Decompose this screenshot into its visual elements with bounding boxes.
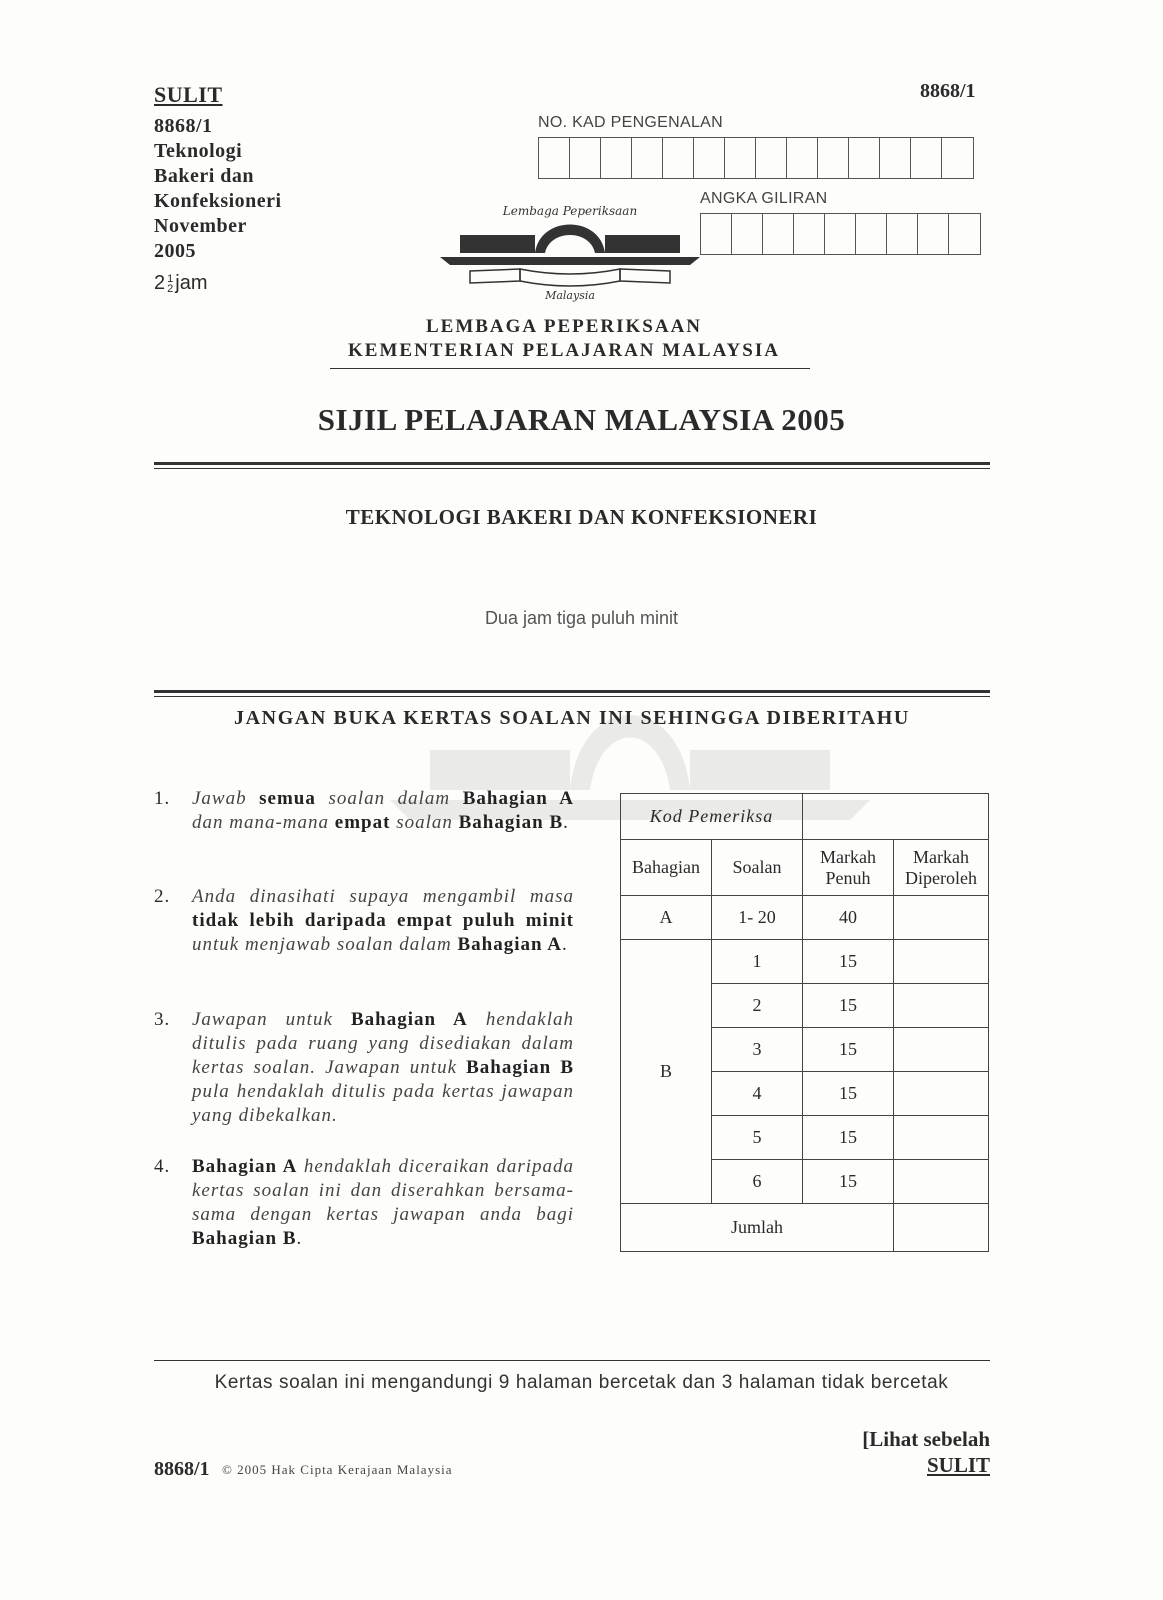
- board-line-2: KEMENTERIAN PELAJARAN MALAYSIA: [348, 340, 780, 361]
- exam-month: November: [154, 215, 247, 237]
- question-cell: 1: [712, 940, 803, 984]
- full-marks-cell: 15: [803, 1072, 894, 1116]
- full-marks-cell: 15: [803, 1116, 894, 1160]
- header-soalan: Soalan: [712, 840, 803, 896]
- instruction-number: 1.: [154, 788, 171, 809]
- table-total-row: [621, 1204, 989, 1252]
- obtained-marks-cell[interactable]: [894, 896, 989, 940]
- total-marks-cell[interactable]: [894, 1204, 989, 1252]
- question-cell: 4: [712, 1072, 803, 1116]
- table-row: [621, 794, 989, 840]
- instruction-4: 4. Bahagian A hendaklah diceraikan daripada kertas soalan ini dan diserahkan bersama-sama dengan kertas jawapan anda bagi Bahagian B.: [154, 1156, 575, 1249]
- index-number-boxes[interactable]: [700, 213, 981, 255]
- ic-number-boxes[interactable]: [538, 137, 974, 179]
- duration-unit: jam: [175, 272, 208, 294]
- copyright-notice: © 2005 Hak Cipta Kerajaan Malaysia: [222, 1462, 453, 1477]
- exam-board-name: [324, 315, 804, 363]
- full-marks-cell: 15: [803, 1160, 894, 1204]
- question-cell: 3: [712, 1028, 803, 1072]
- fraction-numerator: 1: [167, 272, 174, 285]
- obtained-marks-cell[interactable]: [894, 1028, 989, 1072]
- question-cell: 1- 20: [712, 896, 803, 940]
- classification-label-top: SULIT: [154, 82, 223, 107]
- paper-code: 8868/1: [154, 115, 213, 137]
- paper-meta: [154, 114, 282, 264]
- section-b-cell: B: [621, 940, 712, 1204]
- full-marks-cell: 15: [803, 940, 894, 984]
- header-markah-penuh: Markah Penuh: [803, 840, 894, 896]
- footer-paper-code: 8868/1: [154, 1458, 210, 1480]
- duration-fraction: [167, 274, 173, 294]
- table-row: [621, 940, 989, 984]
- see-over-label: [Lihat sebelah: [862, 1427, 990, 1451]
- obtained-marks-cell[interactable]: [894, 984, 989, 1028]
- question-cell: 2: [712, 984, 803, 1028]
- board-divider: [330, 368, 810, 369]
- title-divider: [154, 462, 990, 469]
- instruction-1: 1. Jawab semua soalan dalam Bahagian A dan mana-mana empat soalan Bahagian B.: [154, 788, 575, 833]
- warning-text: JANGAN BUKA KERTAS SOALAN INI SEHINGGA DIBERITAHU: [234, 707, 910, 729]
- subject-line-2: Bakeri dan: [154, 165, 255, 187]
- instruction-2: 2. Anda dinasihati supaya mengambil masa tidak lebih daripada empat puluh minit untuk menjawab soalan dalam Bahagian A.: [154, 886, 574, 955]
- classification-label-bottom: SULIT: [926, 1453, 990, 1477]
- table-header-row: [621, 840, 989, 896]
- paper-code-right: 8868/1: [920, 80, 976, 102]
- logo-bottom-script: Malaysia: [545, 289, 595, 302]
- instruction-number: 3.: [154, 1009, 171, 1030]
- total-label: Jumlah: [621, 1204, 894, 1252]
- obtained-marks-cell[interactable]: [894, 940, 989, 984]
- header-markah-diperoleh: Markah Diperoleh: [894, 840, 989, 896]
- table-row: [621, 896, 989, 940]
- obtained-marks-cell[interactable]: [894, 1072, 989, 1116]
- warning-divider: [154, 690, 990, 697]
- subject-title: TEKNOLOGI BAKERI DAN KONFEKSIONERI: [345, 505, 818, 529]
- question-cell: 5: [712, 1116, 803, 1160]
- board-line-1: LEMBAGA PEPERIKSAAN: [425, 316, 703, 337]
- fraction-denominator: 2: [167, 282, 174, 295]
- instruction-3: 3. Jawapan untuk Bahagian A hendaklah ditulis pada ruang yang disediakan dalam kertas soalan. Jawapan untuk Bahagian B pula hendaklah ditulis pada kertas jawapan yang dibekalkan.: [154, 1009, 574, 1126]
- instruction-number: 2.: [154, 886, 171, 907]
- footer-divider: [154, 1360, 990, 1361]
- exam-year: 2005: [154, 240, 196, 262]
- examiner-code-field[interactable]: [803, 794, 989, 840]
- duration-whole: 2: [154, 272, 166, 294]
- question-cell: 6: [712, 1160, 803, 1204]
- header-bahagian: Bahagian: [621, 840, 712, 896]
- marks-table: [620, 793, 989, 1252]
- examiner-code-label: Kod Pemeriksa: [621, 794, 803, 840]
- obtained-marks-cell[interactable]: [894, 1116, 989, 1160]
- duration-words: Dua jam tiga puluh minit: [484, 608, 679, 628]
- full-marks-cell: 15: [803, 1028, 894, 1072]
- instruction-number: 4.: [154, 1156, 171, 1177]
- subject-line-1: Teknologi: [154, 140, 243, 162]
- subject-line-3: Konfeksioneri: [154, 190, 282, 212]
- section-a-cell: A: [621, 896, 712, 940]
- exam-board-logo: [440, 195, 700, 305]
- index-number-label: ANGKA GILIRAN: [700, 190, 828, 207]
- exam-title: SIJIL PELAJARAN MALAYSIA 2005: [317, 402, 846, 437]
- ic-number-label: NO. KAD PENGENALAN: [538, 114, 724, 131]
- full-marks-cell: 15: [803, 984, 894, 1028]
- full-marks-cell: 40: [803, 896, 894, 940]
- duration-hours: [154, 272, 207, 295]
- logo-top-script: Lembaga Peperiksaan: [502, 204, 638, 218]
- page-count-note: Kertas soalan ini mengandungi 9 halaman bercetak dan 3 halaman tidak bercetak: [214, 1372, 949, 1393]
- obtained-marks-cell[interactable]: [894, 1160, 989, 1204]
